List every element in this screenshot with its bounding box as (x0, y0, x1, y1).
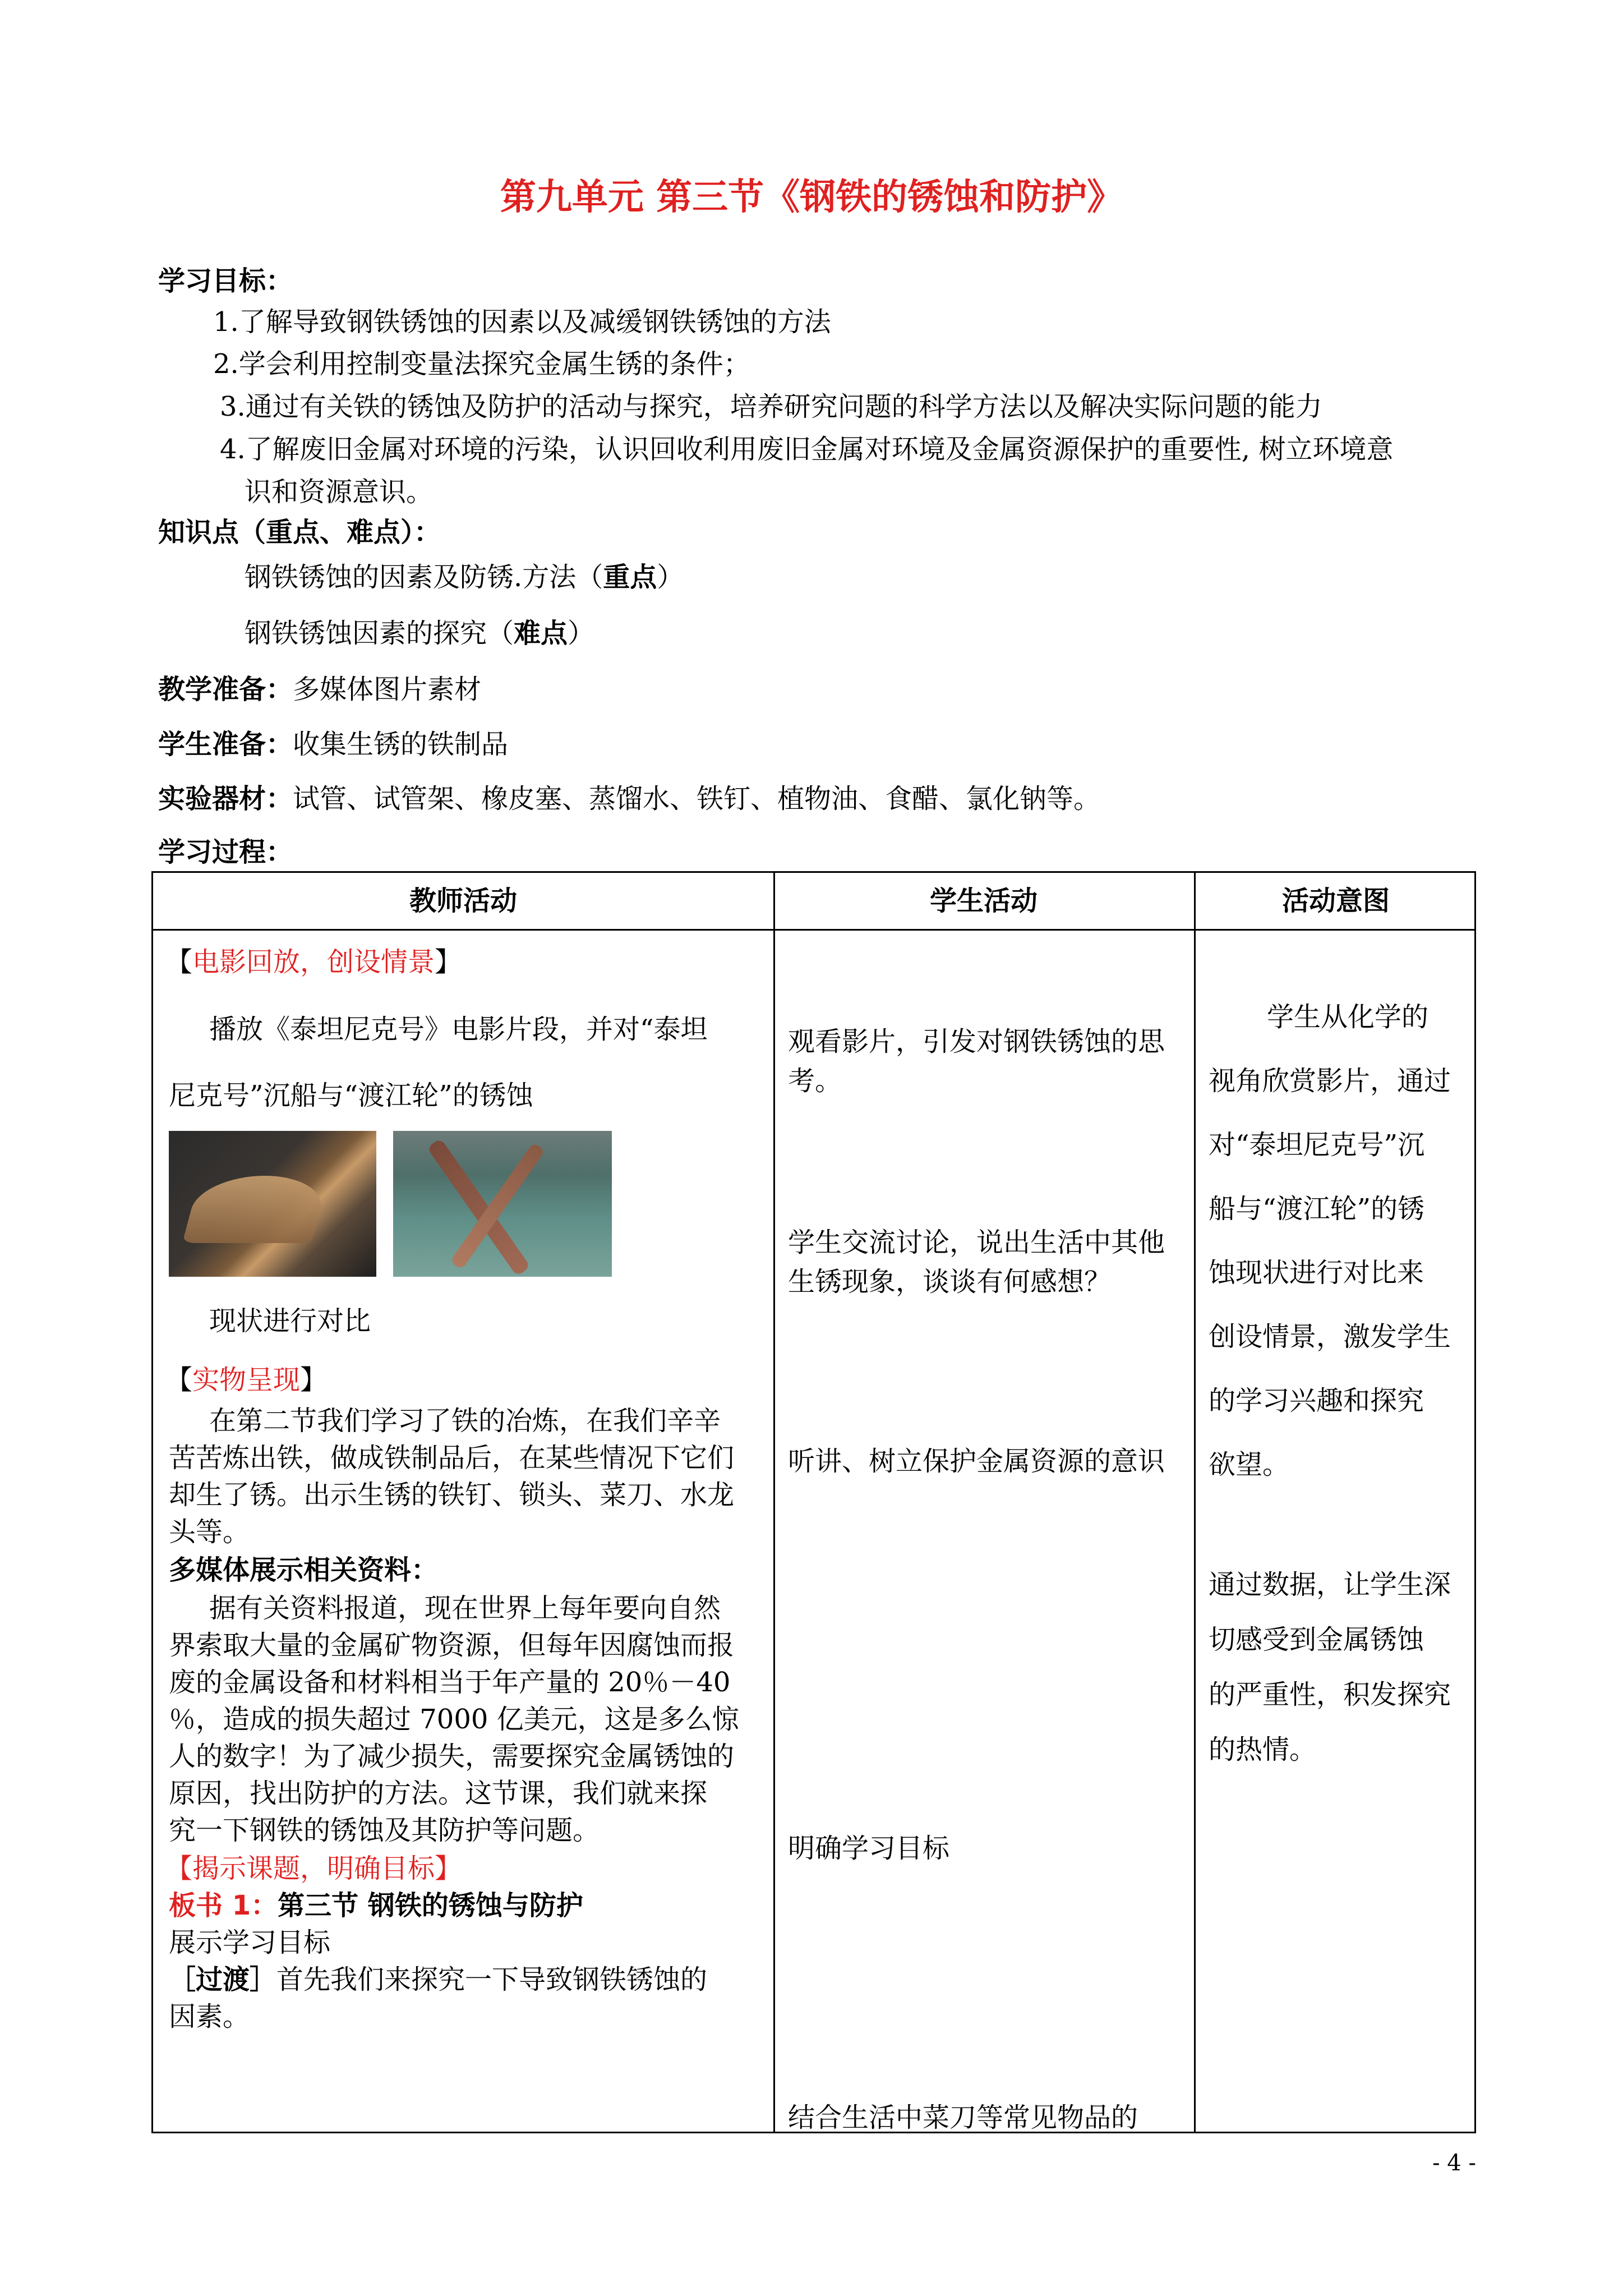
movie-line-3: 现状进行对比 (209, 1305, 371, 1337)
knowledge-point-2 (245, 611, 594, 650)
bracket-close: 】 (300, 1364, 328, 1396)
objective-4: 4.了解废旧金属对环境的污染，认识回收利用废旧金属对环境及金属资源保护的重要性, 树立环境意 (220, 434, 1394, 465)
knowledge-point-1-end: ） (657, 562, 684, 593)
object-line-2: 苦苦炼出铁，做成铁制品后，在某些情况下它们 (169, 1442, 735, 1474)
objective-4-cont: 识和资源意识。 (245, 476, 434, 508)
knowledge-heading: 知识点（重点、难点）： (158, 517, 441, 548)
header-activity-intent: 活动意图 (1281, 885, 1390, 917)
media-line-4: ％，造成的损失超过 7000 亿美元，这是多么惊 (169, 1704, 739, 1735)
transition-label: ［过渡］ (169, 1964, 277, 1995)
board-writing-label: 板书 1： (169, 1890, 278, 1921)
difficult-point-label: 难点 (514, 618, 568, 649)
section-movie-heading (165, 940, 462, 979)
transition-line-2: 因素。 (169, 2001, 250, 2032)
section-object-title: 实物呈现 (192, 1364, 301, 1396)
intent-2-line-4: 的热情。 (1209, 1734, 1317, 1765)
bracket-open: 【 (165, 1853, 193, 1884)
student-activity-cell (773, 873, 1194, 2135)
student-activity-2a: 学生交流讨论，说出生活中其他 (788, 1227, 1165, 1258)
key-point-label: 重点 (603, 562, 657, 593)
teacher-activity-cell (153, 873, 773, 2135)
student-activity-3: 听讲、树立保护金属资源的意识 (788, 1446, 1165, 1477)
knowledge-point-1 (245, 555, 684, 594)
teaching-prep (158, 668, 481, 706)
intent-1-line-3: 对“泰坦尼克号”沉 (1209, 1129, 1425, 1161)
section-object-heading (165, 1358, 327, 1397)
student-prep-label: 学生准备： (158, 729, 293, 760)
section-media-heading: 多媒体展示相关资料： (169, 1554, 439, 1586)
student-activity-4: 明确学习目标 (788, 1833, 950, 1864)
student-activity-5: 结合生活中菜刀等常见物品的 (788, 2102, 1138, 2133)
page-number: - 4 - (1432, 2150, 1476, 2176)
lesson-process-table (151, 871, 1476, 2133)
equipment-label: 实验器材： (158, 783, 293, 815)
board-writing-text: 第三节 钢铁的锈蚀与防护 (278, 1890, 583, 1921)
page-title: 第九单元 第三节《钢铁的锈蚀和防护》 (500, 177, 1123, 218)
knowledge-point-2-text: 钢铁锈蚀因素的探究（ (245, 618, 514, 649)
show-objectives: 展示学习目标 (169, 1927, 331, 1958)
intent-1-line-4: 船与“渡江轮”的锈 (1209, 1193, 1425, 1225)
media-line-2: 界索取大量的金属矿物资源，但每年因腐蚀而报 (169, 1630, 735, 1661)
student-activity-1a: 观看影片，引发对钢铁锈蚀的思 (788, 1026, 1165, 1057)
student-activity-2b: 生锈现象，谈谈有何感想？ (788, 1266, 1112, 1297)
ferry-rust-image (393, 1131, 612, 1277)
section-topic-title: 揭示课题，明确目标 (192, 1853, 435, 1884)
equipment (158, 777, 1100, 816)
teaching-prep-value: 多媒体图片素材 (293, 674, 482, 705)
equipment-value: 试管、试管架、橡皮塞、蒸馏水、铁钉、植物油、食醋、氯化钠等。 (293, 783, 1101, 815)
media-line-5: 人的数字！为了减少损失，需要探究金属锈蚀的 (169, 1741, 735, 1772)
media-line-1: 据有关资料报道，现在世界上每年要向自然 (209, 1593, 721, 1624)
intent-1-line-6: 创设情景，激发学生 (1209, 1321, 1451, 1352)
object-line-3: 却生了锈。出示生锈的铁钉、锁头、菜刀、水龙 (169, 1479, 735, 1511)
transition-line-1 (169, 1958, 707, 1996)
objective-3: 3.通过有关铁的锈蚀及防护的活动与探究，培养研究问题的科学方法以及解决实际问题的能力 (220, 391, 1322, 422)
media-line-6: 原因，找出防护的方法。这节课，我们就来探 (169, 1778, 708, 1809)
movie-line-1: 播放《泰坦尼克号》电影片段，并对“泰坦 (209, 1014, 708, 1045)
intent-1-line-7: 的学习兴趣和探究 (1209, 1385, 1424, 1416)
object-line-1: 在第二节我们学习了铁的冶炼，在我们辛辛 (209, 1405, 721, 1437)
bracket-close: 】 (435, 946, 462, 978)
intent-2-line-1: 通过数据，让学生深 (1209, 1569, 1451, 1600)
bracket-close: 】 (435, 1853, 462, 1884)
student-prep-value: 收集生锈的铁制品 (293, 729, 509, 760)
bracket-open: 【 (165, 946, 193, 978)
student-activity-1b: 考。 (788, 1065, 842, 1097)
knowledge-point-2-end: ） (568, 618, 595, 649)
movie-line-2: 尼克号”沉船与“渡江轮”的锈蚀 (169, 1080, 533, 1111)
section-topic-heading (165, 1847, 462, 1885)
intent-1-line-1: 学生从化学的 (1267, 1001, 1429, 1033)
media-line-7: 究一下钢铁的锈蚀及其防护等问题。 (169, 1815, 600, 1846)
intent-2-line-2: 切感受到金属锈蚀 (1209, 1624, 1424, 1655)
section-movie-title: 电影回放，创设情景 (192, 946, 435, 978)
teaching-prep-label: 教学准备： (158, 674, 293, 705)
transition-text: 首先我们来探究一下导致钢铁锈蚀的 (276, 1964, 708, 1995)
knowledge-point-1-text: 钢铁锈蚀的因素及防锈.方法（ (245, 562, 603, 593)
bracket-open: 【 (165, 1364, 193, 1396)
board-writing (169, 1884, 583, 1922)
titanic-wreck-image (169, 1131, 376, 1277)
intent-1-line-5: 蚀现状进行对比来 (1209, 1257, 1424, 1289)
media-line-3: 废的金属设备和材料相当于年产量的 20％－40 (169, 1667, 731, 1698)
intent-1-line-2: 视角欣赏影片，通过 (1209, 1065, 1451, 1097)
process-heading: 学习过程： (158, 836, 293, 868)
object-line-4: 头等。 (169, 1516, 250, 1548)
header-student-activity: 学生活动 (929, 885, 1038, 917)
activity-intent-cell (1194, 873, 1478, 2135)
objective-2: 2.学会利用控制变量法探究金属生锈的条件； (213, 348, 750, 380)
objective-1: 1.了解导致钢铁锈蚀的因素以及减缓钢铁锈蚀的方法 (213, 306, 831, 338)
intent-1-line-8: 欲望。 (1209, 1449, 1290, 1480)
student-prep (158, 723, 508, 761)
intent-2-line-3: 的严重性，积发探究 (1209, 1679, 1451, 1710)
objectives-heading: 学习目标： (158, 265, 293, 297)
header-teacher-activity: 教师活动 (409, 885, 517, 917)
